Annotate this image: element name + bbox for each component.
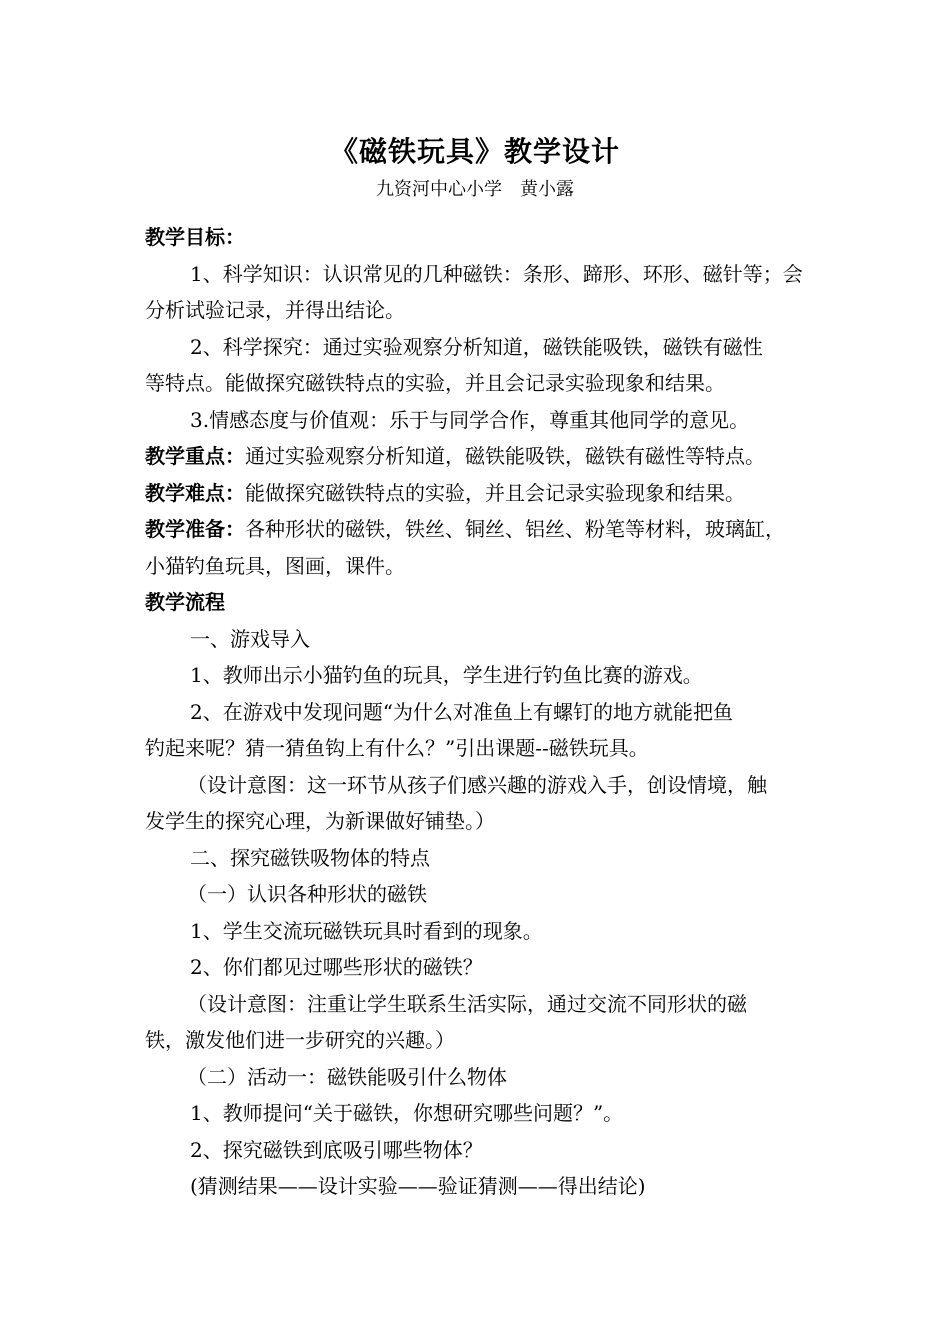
paragraph-line: 2、科学探究：通过实验观察分析知道，磁铁能吸铁，磁铁有磁性 [190, 334, 763, 359]
paragraph-line: 2、你们都见过哪些形状的磁铁？ [190, 955, 483, 979]
key-points-label: 教学重点： [145, 444, 245, 468]
paragraph-line: 2、探究磁铁到底吸引哪些物体？ [190, 1137, 483, 1162]
paragraph-line: 1、教师出示小猫钓鱼的玩具，学生进行钓鱼比赛的游戏。 [190, 663, 703, 687]
subsection-heading: 一、游戏导入 [190, 626, 310, 651]
paragraph-line: 钓起来呢？猜一猜鱼钩上有什么？”引出课题--磁铁玩具。 [145, 736, 649, 760]
design-intent-line: （设计意图：这一环节从孩子们感兴趣的游戏入手，创设情境，触 [187, 772, 767, 797]
preparation-line: 教学准备：各种形状的磁铁，铁丝、铜丝、铝丝、粉笔等材料，玻璃缸， [145, 517, 785, 541]
paragraph-line: 等特点。能做探究磁铁特点的实验，并且会记录实验现象和结果。 [145, 371, 725, 395]
section-heading-process: 教学流程 [145, 590, 225, 614]
preparation-label: 教学准备： [145, 517, 245, 541]
paragraph-line: 1、学生交流玩磁铁玩具时看到的现象。 [190, 918, 543, 943]
document-body [145, 219, 810, 1205]
page-title: 《磁铁玩具》教学设计 [329, 135, 620, 168]
paragraph-line: 2、在游戏中发现问题“为什么对准鱼上有螺钉的地方就能把鱼 [190, 699, 733, 724]
paragraph-line: 分析试验记录，并得出结论。 [145, 298, 405, 322]
paragraph-line: 1、科学知识：认识常见的几种磁铁：条形、蹄形、环形、磁针等；会 [190, 261, 803, 286]
author-line: 九资河中心小学 黄小露 [376, 179, 574, 200]
subsection-heading: （一）认识各种形状的磁铁 [187, 882, 427, 906]
subsection-heading: （二）活动一：磁铁能吸引什么物体 [187, 1064, 507, 1089]
subsection-heading: 二、探究磁铁吸物体的特点 [190, 845, 430, 870]
difficulties-label: 教学难点： [145, 480, 245, 505]
paragraph-line: 1、教师提问“关于磁铁，你想研究哪些问题？”。 [190, 1101, 624, 1125]
difficulties-line: 教学难点：能做探究磁铁特点的实验，并且会记录实验现象和结果。 [145, 480, 745, 505]
paragraph-line: 铁，激发他们进一步研究的兴趣。） [145, 1028, 455, 1052]
section-heading-objectives: 教学目标： [145, 225, 245, 249]
paragraph-line: 小猫钓鱼玩具，图画，课件。 [145, 553, 405, 578]
paragraph-line: 发学生的探究心理，为新课做好铺垫。） [145, 809, 495, 833]
paragraph-line: 3.情感态度与价值观：乐于与同学合作，尊重其他同学的意见。 [190, 407, 750, 432]
key-points-line: 教学重点：通过实验观察分析知道，磁铁能吸铁，磁铁有磁性等特点。 [145, 444, 765, 468]
paragraph-line: (猜测结果——设计实验——验证猜测——得出结论) [190, 1174, 646, 1198]
design-intent-line: （设计意图：注重让学生联系生活实际，通过交流不同形状的磁 [187, 991, 747, 1016]
